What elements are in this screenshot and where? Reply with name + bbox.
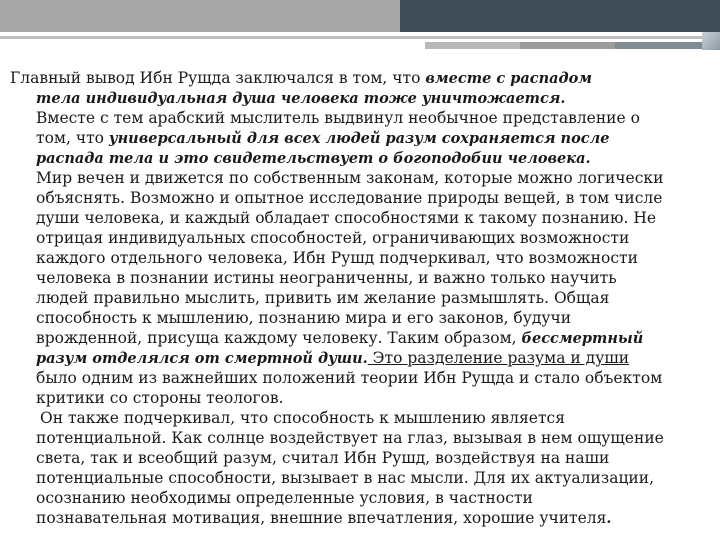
emphasis-run: тела индивидуальная душа человека тоже уничтожается. — [36, 90, 566, 107]
text-line — [36, 508, 611, 529]
text-run: потенциальные способности, вызывает в нас мысли. Для их актуализации, — [36, 469, 655, 487]
text-line — [36, 228, 629, 248]
emphasis-run: . — [606, 510, 612, 527]
text-run: познавательная мотивация, внешние впечатления, хорошие учителя — [36, 509, 607, 527]
text-run: критики со стороны теологов. — [36, 389, 284, 407]
text-line — [36, 388, 284, 408]
text-line — [36, 448, 609, 468]
text-run: души человека, и каждый обладает способностями к такому познанию. Не — [36, 209, 657, 227]
emphasis-run: универсальный для всех людей разум сохраняется после — [108, 130, 610, 147]
text-line — [36, 468, 654, 488]
text-line — [10, 68, 592, 89]
emphasis-run: разум отделялся от смертной души. — [36, 350, 368, 367]
text-line — [36, 88, 565, 109]
text-run: осознанию необходимы определенные условия, в частности — [36, 489, 533, 507]
text-line — [36, 328, 643, 349]
text-run: отрицая индивидуальных способностей, ограничивающих возможности — [36, 229, 630, 247]
emphasis-run: бессмертный — [521, 330, 644, 347]
text-run: потенциальной. Как солнце воздействует на глаз, вызывая в нем ощущение — [36, 429, 664, 447]
text-line — [36, 128, 609, 149]
text-run: Главный вывод Ибн Рущда заключался в том, что — [10, 69, 426, 87]
text-line — [36, 148, 591, 169]
text-line — [36, 208, 656, 228]
text-line — [36, 248, 638, 268]
text-run: объяснять. Возможно и опытное исследование природы вещей, в том числе — [36, 189, 663, 207]
text-run: людей правильно мыслить, привить им желание размышлять. Общая — [36, 289, 610, 307]
underlined-run: Это разделение разума и души — [367, 349, 630, 367]
emphasis-run: распада тела и это свидетельствует о богоподобии человека. — [36, 150, 591, 167]
text-line — [36, 368, 662, 388]
text-run: каждого отдельного человека, Ибн Рушд подчеркивал, что возможности — [36, 249, 638, 267]
text-run: врожденной, присуща каждому человеку. Таким образом, — [36, 329, 522, 347]
text-run: том, что — [36, 129, 109, 147]
emphasis-run: вместе с распадом — [425, 70, 593, 87]
text-line — [36, 428, 664, 448]
text-line — [40, 408, 565, 428]
text-line — [36, 488, 533, 508]
text-line — [36, 268, 617, 288]
text-line — [36, 308, 571, 328]
text-line — [36, 168, 663, 188]
text-line — [36, 348, 629, 369]
text-run: человека в познании истины неограниченны, и важно только научить — [36, 269, 617, 287]
text-line — [36, 188, 662, 208]
text-line — [36, 108, 640, 128]
text-run: Он также подчеркивал, что способность к мышлению является — [40, 409, 565, 427]
text-run: способность к мышлению, познанию мира и его законов, будучи — [36, 309, 572, 327]
text-line — [36, 288, 609, 308]
text-run: Мир вечен и движется по собственным законам, которые можно логически — [36, 169, 664, 187]
text-run: Вместе с тем арабский мыслитель выдвинул необычное представление о — [36, 109, 640, 127]
text-run: было одним из важнейших положений теории Ибн Рущда и стало объектом — [36, 369, 663, 387]
text-run: света, так и всеобщий разум, считал Ибн Рушд, воздействуя на наши — [36, 449, 610, 467]
